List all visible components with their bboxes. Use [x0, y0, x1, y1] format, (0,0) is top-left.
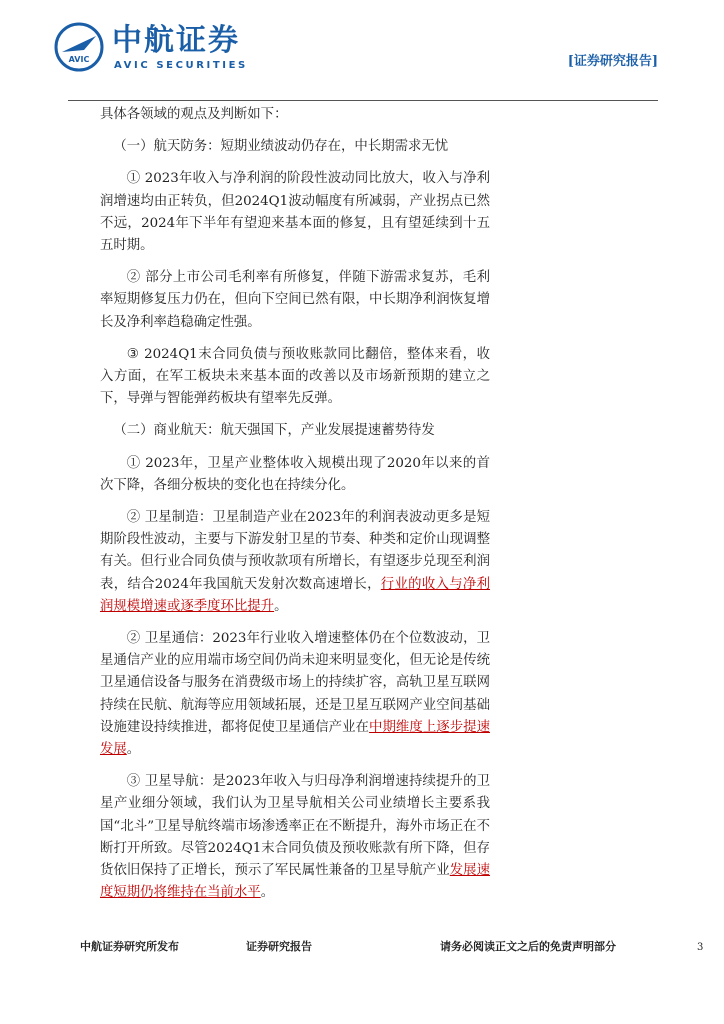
page-number: 3 — [697, 942, 704, 953]
section-2-point-1: ① 2023年，卫星产业整体收入规模出现了2020年以来的首次下降，各细分板块的变化也在持续分化。 — [100, 455, 490, 493]
intro-paragraph: 具体各领域的观点及判断如下： — [100, 107, 288, 122]
company-logo — [54, 18, 264, 74]
footer-publisher: 中航证券研究所发布 — [80, 940, 179, 953]
paragraph-text: ② 卫星制造：卫星制造产业在2023年的利润表波动更多是短期阶段性波动，主要与下游发射卫星的节奏、种类和定价山现调整有关。但行业合同负债与预收款项有所增长，有望逐步兑现至利润表，结合2024年我国航天发射次数高速增长， — [100, 510, 490, 592]
avic-logo-icon — [54, 22, 104, 72]
highlighted-conclusion: 中期维度上逐步提速发展 — [100, 719, 491, 758]
section-1-point-1: ① 2023年收入与净利润的阶段性波动同比放大，收入与净利润增速均由正转负，但2024Q1波动幅度有所减弱，产业拐点已然不远，2024年下半年有望迎来基本面的修复，且有望延续到十五五时期。 — [100, 171, 490, 254]
report-body — [100, 104, 490, 905]
section-2-satellite-manufacturing — [100, 507, 490, 618]
paragraph-end: 。 — [274, 598, 288, 614]
logo-mark-text: AVIC — [68, 55, 90, 64]
paragraph-end: 。 — [126, 742, 141, 758]
header-divider — [68, 100, 658, 101]
paragraph-text: ③ 卫星导航：是2023年收入与归母净利润增速持续提升的卫星产业细分领域，我们认为卫星导航相关公司业绩增长主要系我国“北斗”卫星导航终端市场渗透率正在不断提升，海外市场正在不断打开所致。尽管2024Q1末合同负债及预收账款有所下降，但存货依旧保持了正增长，预示了军民属性兼备的卫星导航产业 — [100, 774, 490, 879]
section-1-heading: （一）航天防务：短期业绩波动仍存在，中长期需求无忧 — [113, 139, 449, 155]
logo-english-name: AVIC SECURITIES — [114, 60, 248, 71]
paragraph-end: 。 — [260, 885, 275, 901]
footer-disclaimer-note: 请务必阅读正文之后的免责声明部分 — [440, 940, 616, 953]
section-1-point-3: ③ 2024Q1末合同负债与预收账款同比翻倍，整体来看，收入方面，在军工板块未来基本面的改善以及市场新预期的建立之下，导弹与智能弹药板块有望率先反弹。 — [100, 346, 490, 407]
section-2-satellite-communication — [100, 628, 490, 761]
section-1-point-2: ② 部分上市公司毛利率有所修复，伴随下游需求复苏，毛利率短期修复压力仍在，但向下空间已然有限，中长期净利润恢复增长及净利率趋稳确定性强。 — [100, 270, 490, 330]
page-header — [0, 0, 724, 100]
logo-chinese-name: 中航证券 — [112, 23, 240, 58]
highlighted-conclusion: 发展速度短期仍将维持在当前水平 — [100, 863, 491, 901]
highlighted-conclusion: 行业的收入与净利润规模增速或逐季度环比提升 — [100, 576, 491, 614]
section-2-heading: （二）商业航天：航天强国下，产业发展提速蓄势待发 — [113, 423, 435, 439]
footer-report-type: 证券研究报告 — [246, 940, 312, 953]
section-2-satellite-navigation — [100, 771, 490, 904]
page-footer — [0, 936, 724, 966]
report-type-tag: [证券研究报告] — [567, 54, 658, 69]
paragraph-text: ② 卫星通信：2023年行业收入增速整体仍在个位数波动，卫星通信产业的应用端市场空间仍尚未迎来明显变化，但无论是传统卫星通信设备与服务在消费级市场上的持续扩容，高轨卫星互联网持续在民航、航海等应用领域拓展，还是卫星互联网产业空间基础设施建设持续推进，都将促使卫星通信产业在 — [100, 631, 490, 735]
